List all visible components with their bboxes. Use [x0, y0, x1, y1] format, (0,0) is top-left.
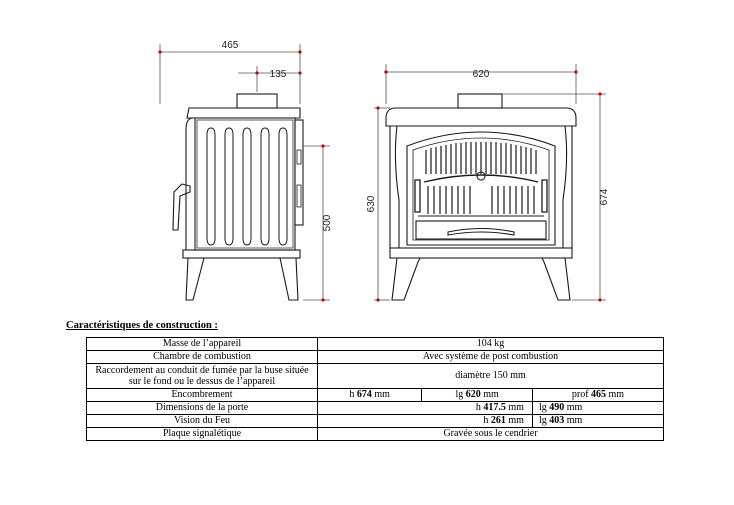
row-label: Dimensions de la porte — [87, 402, 318, 415]
row-value: Avec système de post combustion — [318, 351, 664, 364]
dim-flue-offset: 135 — [269, 69, 287, 80]
row-label: Vision du Feu — [87, 415, 318, 428]
row-label: Masse de l’appareil — [87, 338, 318, 351]
height-cell: h 417.5 mm — [318, 402, 533, 415]
width-cell: lg 490 mm — [532, 402, 663, 415]
table-row — [87, 389, 664, 402]
section-title: Caractéristiques de construction : — [66, 320, 218, 331]
dim-side-height: 500 — [322, 214, 333, 232]
table-row — [87, 428, 664, 441]
height-cell: h 674 mm — [318, 389, 422, 402]
front-view-drawing — [386, 94, 576, 300]
row-label: Encombrement — [87, 389, 318, 402]
row-value: 104 kg — [318, 338, 664, 351]
table-row — [87, 351, 664, 364]
dim-side-depth: 465 — [221, 40, 239, 51]
row-label: Plaque signalétique — [87, 428, 318, 441]
table-row — [87, 415, 664, 428]
dim-front-height-right: 674 — [599, 188, 610, 206]
side-view-drawing — [173, 94, 303, 300]
height-cell: h 261 mm — [318, 415, 533, 428]
depth-cell: prof 465 mm — [532, 389, 663, 402]
dim-front-width: 620 — [472, 69, 490, 80]
spec-table — [86, 337, 664, 441]
row-label: Raccordement au conduit de fumée par la buse située sur le fond ou le dessus de l’appareil — [87, 364, 318, 389]
row-value: diamètre 150 mm — [318, 364, 664, 389]
row-label: Chambre de combustion — [87, 351, 318, 364]
table-row — [87, 364, 664, 389]
table-row — [87, 338, 664, 351]
table-row — [87, 402, 664, 415]
dim-front-height-left: 630 — [366, 195, 377, 213]
row-value: Gravée sous le cendrier — [318, 428, 664, 441]
width-cell: lg 403 mm — [532, 415, 663, 428]
width-cell: lg 620 mm — [422, 389, 533, 402]
